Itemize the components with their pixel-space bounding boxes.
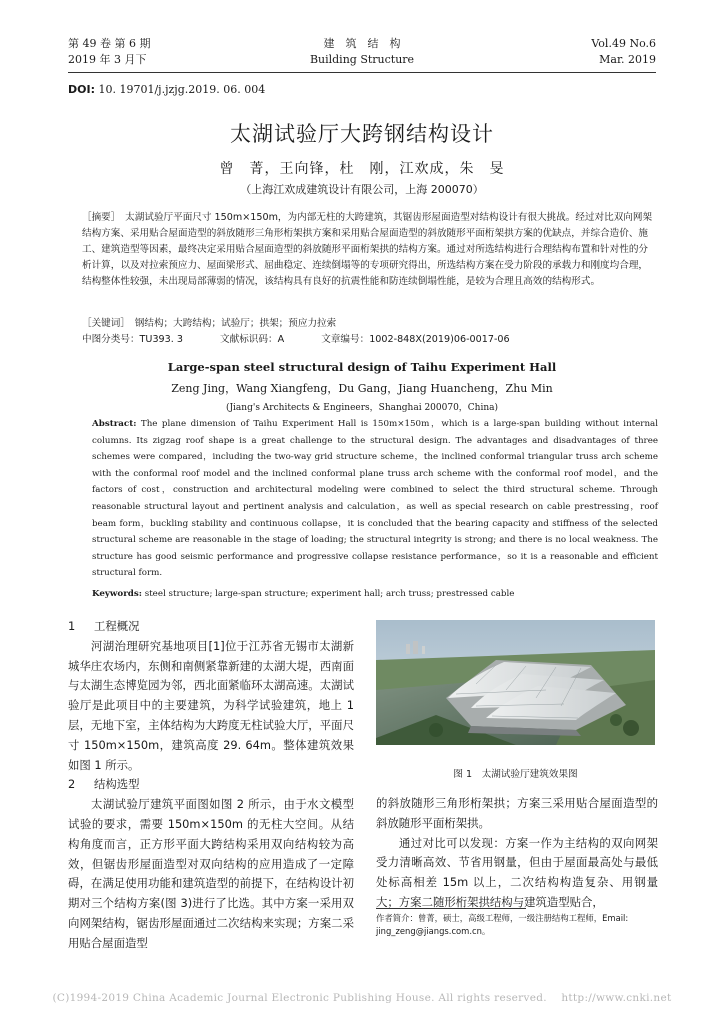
clc-number: 中图分类号：TU393. 3: [82, 334, 183, 345]
doi-value: 10. 19701/j.jzjg.2019. 06. 004: [98, 83, 266, 96]
section-2-title: 结构选型: [94, 777, 140, 792]
right-column: [376, 794, 658, 913]
abstract-en-label: Abstract:: [92, 419, 137, 429]
section-1-number: 1: [68, 619, 76, 633]
header-rule: [68, 72, 656, 73]
document-code: 文献标识码：A: [220, 334, 285, 345]
keywords-cn: ［关键词］ 钢结构；大跨结构；试验厅；拱架；预应力拉索: [82, 318, 337, 329]
figure-1-rendering: [376, 620, 655, 745]
volume-issue-en: Vol.49 No.6: [591, 37, 656, 50]
doi: [68, 83, 265, 96]
abstract-en-text: The plane dimension of Taihu Experiment Hall is 150m×150m，which is a large-span building without internal columns. Its zigzag roof shape is a great challenge to the structural design. The advantages and disadvantages of three schemes were compared，including the two-way grid structure scheme，the inclined conformal triangular truss arch scheme with the conformal roof model and the inclined conformal plane truss arch scheme with the conformal roof model，and the factors of cost，construction and architectural modeling were combined to select the third structural scheme. Through reasonable structural layout and pertinent analysis and calculation，as well as special research on cable prestressing，roof beam form，buckling stability and continuous collapse，it is concluded that the bearing capacity and stiffness of the selected structural scheme are reasonable in the stage of loading; the structural integrity is strong; and there is no local weakness. The structure has good seismic performance and progressive collapse resistance performance，so it is a reasonable and efficient structural form.: [92, 419, 658, 579]
building-rendering-image: [376, 620, 655, 745]
figure-1-caption: 图 1 太湖试验厅建筑效果图: [453, 769, 578, 780]
section-2-heading: [68, 775, 354, 795]
section-2-paragraph-continued: 的斜放随形三角形桁架拱；方案三采用贴合屋面造型的斜放随形平面桁架拱。: [376, 796, 658, 830]
journal-name-en: Building Structure: [309, 53, 415, 66]
issue-date: 2019 年 3 月下: [68, 53, 147, 66]
section-1-paragraph: 河湖治理研究基地项目[1]位于江苏省无锡市太湖新城华庄农场内，东侧和南侧紧靠新建的太湖大堤，西南面与太湖生态博览园为邻，西北面紧临环太湖高速。太湖试验厅是此项目中的主要建筑，为科学试验建筑，地上 1 层，无地下室，主体结构为大跨度无柱试验大厅，平面尺寸 150m×150m，建筑高度 29. 64m。整体建筑效果如图 1 所示。: [68, 638, 354, 772]
section-2-number: 2: [68, 777, 76, 792]
keywords-en-label: Keywords:: [92, 589, 142, 599]
classification-line: [82, 332, 656, 348]
left-column: [68, 617, 354, 954]
section-2-paragraph: 太湖试验厅建筑平面图如图 2 所示，由于水文模型试验的要求，需要 150m×150m 的无柱大空间。从结构角度而言，正方形平面大跨结构采用双向结构较为高效，但锯齿形屋面造型对双向结构的应用造成了一定障碍，在满足使用功能和建筑造型的前提下，在结构设计初期对三个结构方案(图 3)进行了比选。其中方案一采用双向网架结构，锯齿形屋面通过二次结构来实现；方案二采用贴合屋面造型: [68, 797, 354, 950]
section-1-heading: [68, 617, 354, 637]
article-number: 文章编号：1002-848X(2019)06-0017-06: [321, 334, 510, 345]
section-1-title: 工程概况: [94, 619, 140, 633]
affiliation-cn: （上海江欢成建筑设计有限公司，上海 200070）: [240, 183, 484, 196]
doi-label: DOI:: [68, 83, 95, 96]
abstract-en: [92, 416, 658, 582]
authors-en: Zeng Jing，Wang Xiangfeng，Du Gang，Jiang Huancheng，Zhu Min: [171, 382, 553, 395]
affiliation-en: (Jiang's Architects & Engineers，Shanghai 200070，China): [225, 403, 499, 413]
keywords-en: [92, 586, 658, 602]
journal-name-cn: 建 筑 结 构: [323, 37, 401, 50]
footnote-rule: [376, 908, 526, 909]
author-footnote: 作者简介：曾菁，硕士，高级工程师，一级注册结构工程师，Email: jing_zeng@jiangs.com.cn。: [376, 913, 629, 936]
keywords-en-text: steel structure; large-span structure; experiment hall; arch truss; prestressed cable: [141, 589, 515, 599]
paper-title-en: Large-span steel structural design of Taihu Experiment Hall: [167, 360, 557, 374]
paper-title-cn: 太湖试验厅大跨钢结构设计: [230, 122, 494, 146]
volume-issue: 第 49 卷 第 6 期: [68, 37, 151, 50]
authors-cn: 曾 菁，王向锋，杜 刚，江欢成，朱 旻: [219, 161, 505, 177]
journal-volume-en: [591, 36, 656, 68]
section-2-paragraph-2: 通过对比可以发现：方案一作为主结构的双向网架受力清晰高效、节省用钢量，但由于屋面最高处与最低处标高相差 15m 以上，二次结构构造复杂、用钢量大；方案二随形桁架拱结构与建筑造型贴合，: [376, 835, 658, 909]
copyright-watermark: (C)1994-2019 China Academic Journal Electronic Publishing House. All rights reserved. http://www.cnki.net: [52, 992, 672, 1004]
abstract-cn: ［摘要］ 太湖试验厅平面尺寸 150m×150m，为内部无柱的大跨建筑，其锯齿形屋面造型对结构设计有很大挑战。经过对比双向网架结构方案、采用贴合屋面造型的斜放随形三角形桁架拱方案和采用贴合屋面造型的斜放随形平面桁架拱方案的优缺点，并综合造价、施工、建筑造型等因素，最终决定采用贴合屋面造型的斜放随形平面桁架拱的结构方案。通过对所选结构进行合理结构布置和针对性的分析计算，以及对拉索预应力、屋面梁形式、屈曲稳定、连续倒塌等的专项研究得出，所选结构方案在受力阶段的承载力和刚度均合理，结构整体性较强，未出现局部薄弱的情况，该结构具有良好的抗震性能和防连续倒塌性能，是较为合理且高效的结构形式。: [82, 212, 653, 287]
issue-date-en: Mar. 2019: [599, 53, 656, 66]
